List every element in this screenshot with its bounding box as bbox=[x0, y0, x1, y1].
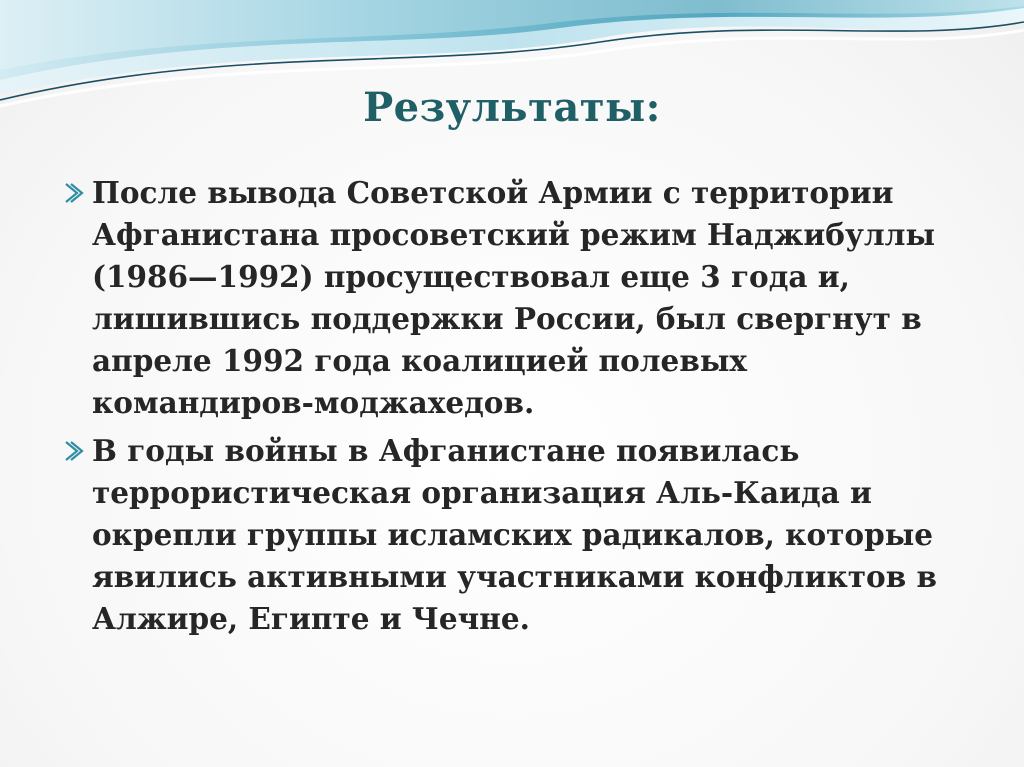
chevron-right-icon bbox=[62, 435, 86, 467]
bullet-item bbox=[62, 172, 962, 424]
slide-title: Результаты: bbox=[363, 84, 661, 131]
bullet-item bbox=[62, 430, 962, 640]
bullet-text: В годы войны в Афганистане появилась террористическая организация Аль-Каида и окрепли группы исламских радикалов, которые явились активными участниками конфликтов в Алжире, Египте и Чечне. bbox=[92, 433, 937, 636]
chevron-right-icon bbox=[62, 177, 86, 209]
bullet-list bbox=[62, 172, 962, 646]
bullet-text: После вывода Советской Армии с территории Афганистана просоветский режим Наджибуллы (1986—1992) просуществовал еще 3 года и, лишившись поддержки России, был свергнут в апреле 1992 года коалицией полевых командиров-моджахедов. bbox=[92, 175, 936, 420]
